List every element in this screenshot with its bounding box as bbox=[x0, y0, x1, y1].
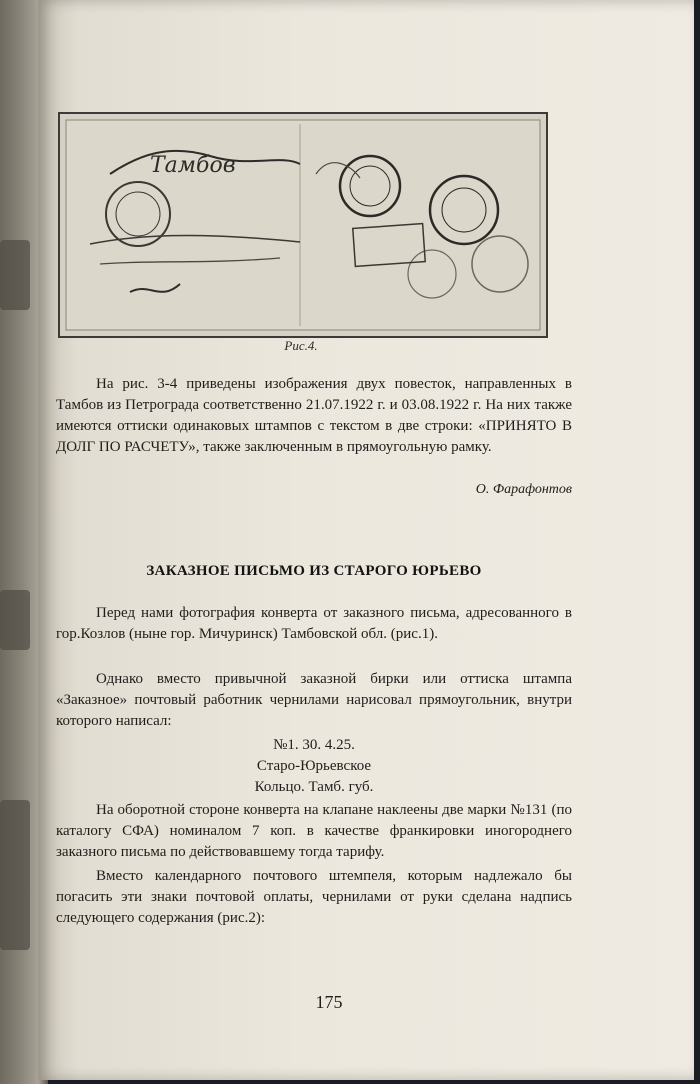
article-paragraph: Однако вместо привычной заказной бирки или оттиска штампа «Заказное» почтовый работник чернилами нарисовал прямоугольник, внутри которого написал: bbox=[56, 671, 572, 729]
author-signature: О. Фарафонтов bbox=[475, 482, 572, 497]
article-paragraph: На оборотной стороне конверта на клапане наклеены две марки №131 (по каталогу СФА) номиналом 7 коп. в качестве франкировки иногороднего заказного письма по действовавшему тогда тарифу. bbox=[56, 802, 572, 860]
article-paragraph: На рис. 3-4 приведены изображения двух повесток, направленных в Тамбов из Петрограда соответственно 21.07.1922 г. и 03.08.1922 г. На них также имеются оттиски одинаковых штампов с текстом в две строки: «ПРИНЯТО В ДОЛГ ПО РАСЧЕТУ», также заключенным в прямоугольную рамку. bbox=[56, 376, 572, 455]
left-page-image-fragment bbox=[0, 240, 30, 310]
handwriting-text: Тамбов bbox=[150, 153, 236, 178]
quote-line: Старо-Юрьевское bbox=[256, 758, 372, 774]
left-page-image-fragment bbox=[0, 590, 30, 650]
envelope-photo-figure bbox=[58, 112, 548, 338]
figure-caption: Рис.4. bbox=[284, 338, 318, 353]
article-title: ЗАКАЗНОЕ ПИСЬМО ИЗ СТАРОГО ЮРЬЕВО bbox=[146, 563, 482, 579]
book-page bbox=[38, 0, 694, 1080]
quote-line: Кольцо. Тамб. губ. bbox=[254, 779, 374, 795]
article-paragraph: Вместо календарного почтового штемпеля, которым надлежало бы погасить эти знаки почтовой оплаты, чернилами от руки сделана надпись следующего содержания (рис.2): bbox=[56, 868, 572, 926]
envelope-photo bbox=[60, 114, 546, 336]
page-number: 175 bbox=[315, 992, 343, 1012]
left-page-image-fragment bbox=[0, 800, 30, 950]
quote-line: №1. 30. 4.25. bbox=[273, 737, 355, 753]
article-paragraph: Перед нами фотография конверта от заказного письма, адресованного в гор.Козлов (ныне гор. Мичуринск) Тамбовской обл. (рис.1). bbox=[56, 605, 572, 642]
